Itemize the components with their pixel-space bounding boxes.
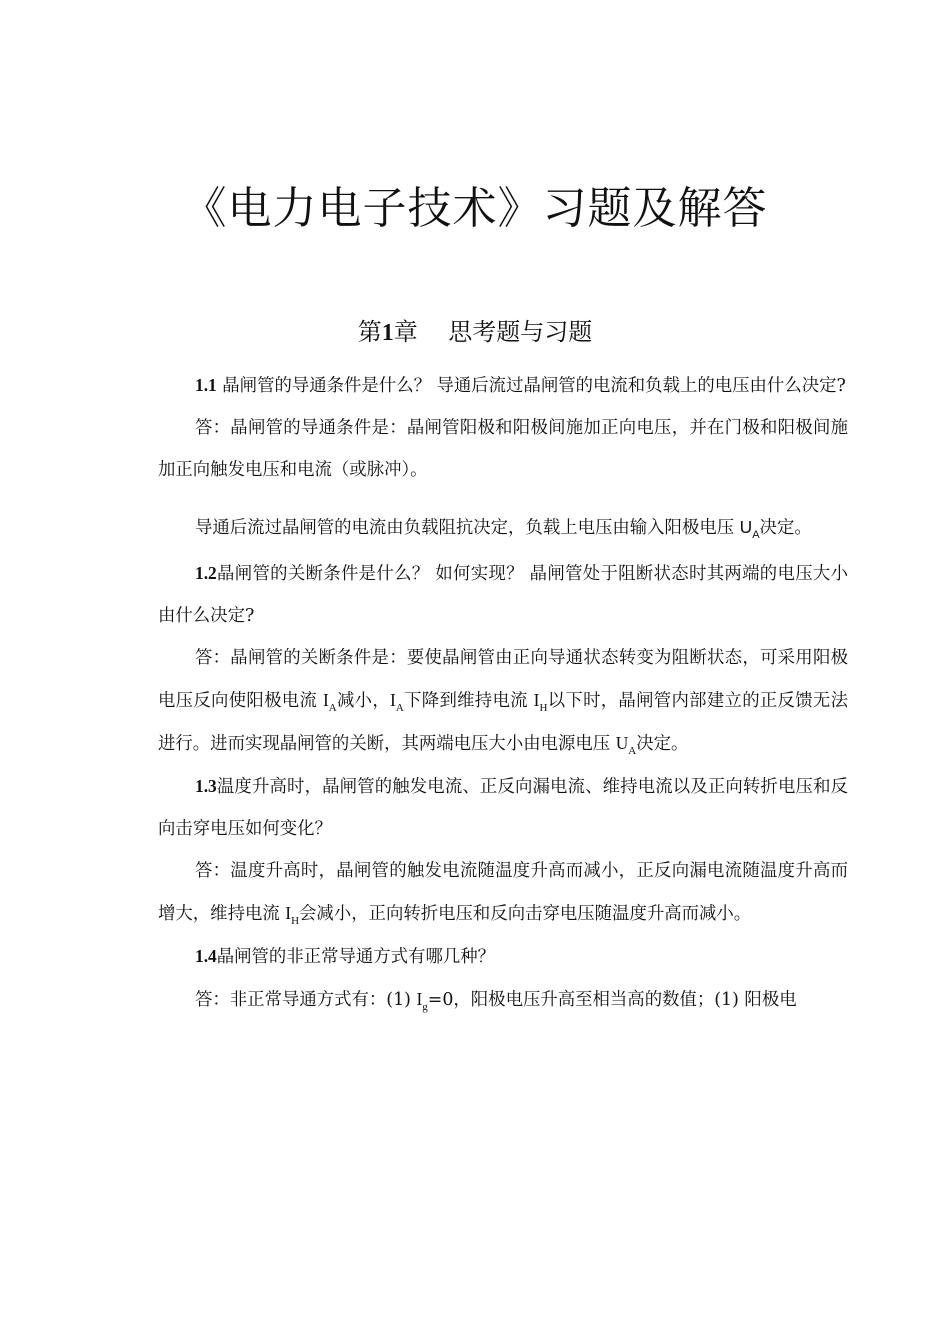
answer-text: =0，阳极电压升高至相当高的数值；(1) 阳极电 bbox=[427, 990, 797, 1010]
variable-subscript: H bbox=[539, 702, 548, 714]
question-text: 晶闸管的导通条件是什么？ 导通后流过晶闸管的电流和负载上的电压由什么决定? bbox=[222, 376, 846, 396]
document-body bbox=[158, 364, 848, 1021]
chapter-heading bbox=[0, 312, 950, 347]
question-1-3 bbox=[158, 765, 848, 850]
question-number: 1.1 bbox=[195, 375, 217, 395]
question-1-2 bbox=[158, 552, 848, 637]
question-number: 1.4 bbox=[195, 946, 217, 966]
variable-subscript: A bbox=[328, 702, 337, 714]
answer-1-1-paragraph-1 bbox=[158, 407, 848, 491]
question-number: 1.3 bbox=[195, 776, 217, 796]
answer-text: 导通后流过晶闸管的电流由负载阻抗决定，负载上电压由输入阳极电压 bbox=[195, 518, 740, 538]
answer-1-4 bbox=[158, 978, 848, 1021]
variable-subscript: H bbox=[291, 915, 300, 927]
answer-text: 答：晶闸管的关断条件是：要使晶闸管由正向导通状态转变为阻断状态，可采用阳极电压反向使阳极电流 bbox=[158, 648, 848, 711]
answer-text: 下降到维持电流 bbox=[403, 691, 534, 711]
question-1-1 bbox=[158, 364, 848, 407]
answer-1-3 bbox=[158, 850, 848, 935]
variable-subscript: A bbox=[752, 529, 760, 541]
variable-symbol: I bbox=[533, 690, 540, 710]
answer-text: 以下时，晶闸管内部建立的正反馈无法进行。进而实现晶闸管的关断，其两端电压大小由电源电压 bbox=[158, 691, 848, 754]
document-title: 《电力电子技术》习题及解答 bbox=[182, 183, 768, 234]
variable-symbol: I bbox=[390, 690, 396, 710]
answer-text: 答：非正常导通方式有：(1) bbox=[195, 990, 417, 1010]
answer-text: 决定。 bbox=[759, 518, 812, 538]
chapter-suffix: 章 bbox=[393, 318, 418, 346]
variable-symbol: U bbox=[739, 517, 753, 537]
question-number: 1.2 bbox=[195, 563, 217, 583]
answer-text: 答：晶闸管的导通条件是：晶闸管阳极和阳极间施加正向电压，并在门极和阳极间施加正向触发电压和电流（或脉冲）。 bbox=[158, 418, 848, 480]
question-text: 晶闸管的关断条件是什么？ 如何实现？ 晶闸管处于阻断状态时其两端的电压大小由什么决定? bbox=[158, 564, 848, 626]
answer-1-1-paragraph-2 bbox=[158, 503, 848, 552]
variable-subscript: g bbox=[422, 1001, 428, 1013]
question-text: 晶闸管的非正常导通方式有哪几种？ bbox=[216, 947, 496, 967]
chapter-prefix: 第 bbox=[357, 318, 382, 346]
chapter-name: 思考题与习题 bbox=[448, 318, 593, 346]
variable-symbol: I bbox=[285, 903, 292, 923]
variable-symbol: U bbox=[615, 733, 629, 753]
answer-text: 答：温度升高时，晶闸管的触发电流随温度升高而减小，正反向漏电流随温度升高而增大，维持电流 bbox=[158, 861, 848, 924]
variable-symbol: I bbox=[322, 690, 329, 710]
question-text: 温度升高时，晶闸管的触发电流、正反向漏电流、维持电流以及正向转折电压和反向击穿电压如何变化？ bbox=[158, 777, 848, 839]
answer-text: 减小， bbox=[336, 691, 391, 711]
variable-subscript: A bbox=[628, 745, 637, 757]
variable-symbol: I bbox=[416, 989, 423, 1009]
answer-text: 会减小，正向转折电压和反向击穿电压随温度升高而减小。 bbox=[299, 904, 752, 924]
question-1-4 bbox=[158, 935, 848, 978]
answer-text: 决定。 bbox=[636, 734, 689, 754]
chapter-number: 1 bbox=[381, 320, 394, 346]
answer-1-2 bbox=[158, 637, 848, 765]
variable-subscript: A bbox=[395, 702, 404, 714]
